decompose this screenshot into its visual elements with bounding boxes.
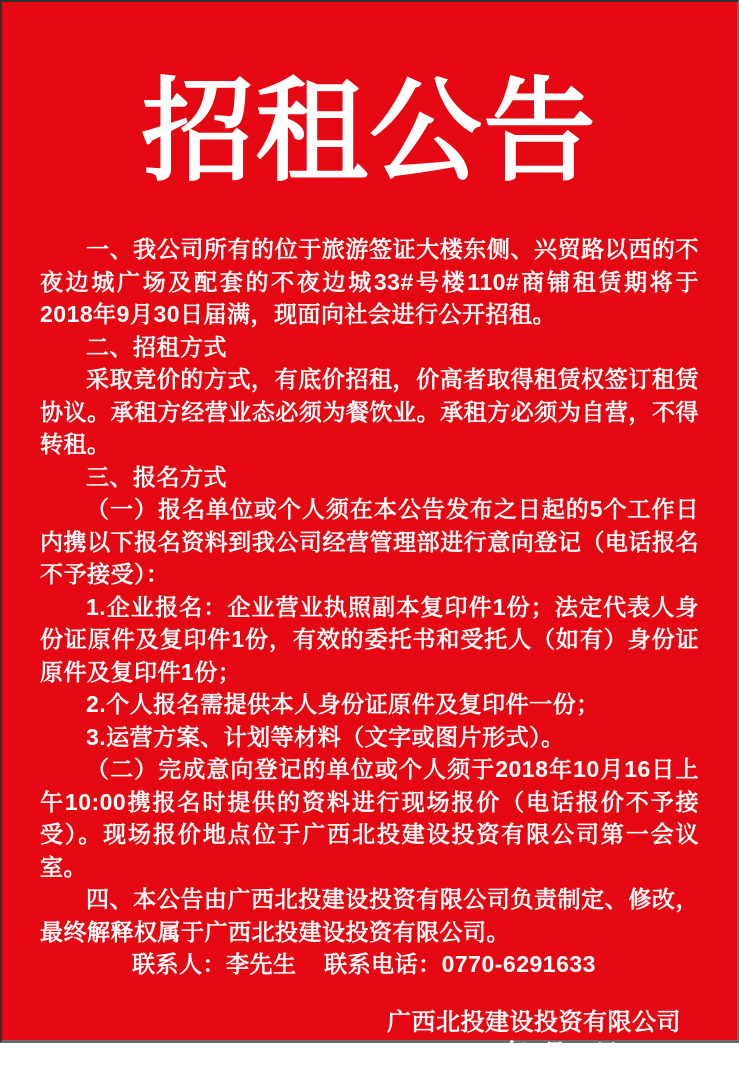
signature-block	[2, 1007, 737, 1069]
poster-body	[2, 233, 737, 981]
paragraph-operation-plan: 3.运营方案、计划等材料（文字或图片形式）。	[86, 723, 565, 750]
paragraph-enterprise-registration: 1.企业报名：企业营业执照副本复印件1份；法定代表人身份证原件及复印件1份，有效的委托书和受托人（如有）身份证原件及复印件1份；	[40, 593, 699, 685]
paragraph-individual-registration: 2.个人报名需提供本人身份证原件及复印件一份；	[86, 691, 600, 718]
signature-inner	[387, 1007, 681, 1069]
heading-section-2: 二、招租方式	[86, 333, 227, 360]
contact-person: 联系人：李先生	[132, 951, 297, 978]
paragraph-section-1: 一、我公司所有的位于旅游签证大楼东侧、兴贸路以西的不夜边城广场及配套的不夜边城33#号楼110#商铺租赁期将于2018年9月30日届满，现面向社会进行公开招租。	[40, 236, 699, 328]
paragraph-section-4: 四、本公告由广西北投建设投资有限公司负责制定、修改，最终解释权属于广西北投建设投资有限公司。	[40, 886, 699, 945]
signature-date: 2018年9月30日	[448, 1039, 620, 1067]
heading-section-3: 三、报名方式	[86, 463, 227, 490]
poster-title: 招租公告	[141, 71, 598, 195]
paragraph-section-2-body: 采取竞价的方式，有底价招租，价高者取得租赁权签订租赁协议。承租方经营业态必须为餐饮业。承租方必须为自营，不得转租。	[40, 366, 699, 458]
contact-line	[40, 948, 699, 981]
contact-phone: 联系电话：0770-6291633	[324, 951, 596, 978]
signature-company: 广西北投建设投资有限公司	[387, 1008, 681, 1036]
paragraph-section-3-item-2: （二）完成意向登记的单位或个人须于2018年10月16日上午10:00携报名时提供的资料进行现场报价（电话报价不予接受）。现场报价地点位于广西北投建设投资有限公司第一会议室。	[40, 756, 699, 880]
paragraph-section-3-item-1: （一）报名单位或个人须在本公告发布之日起的5个工作日内携以下报名资料到我公司经营管理部进行意向登记（电话报名不予接受）：	[40, 496, 699, 588]
